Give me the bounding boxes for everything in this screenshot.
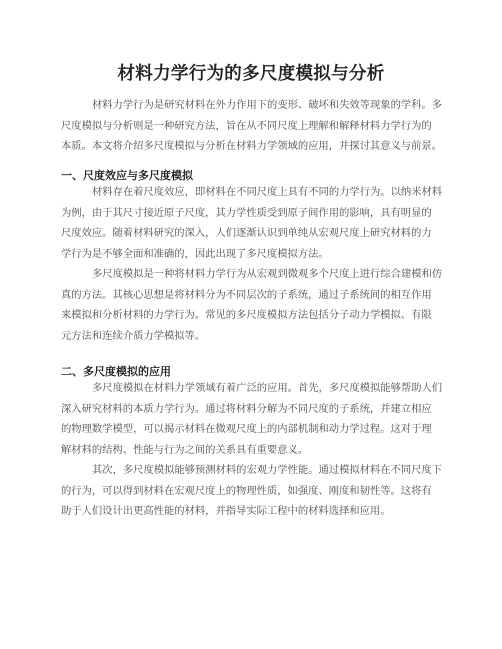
section-paragraph bbox=[61, 378, 446, 460]
text-line: 深入研究材料的本质力学行为。通过将材料分解为不同尺度的子系统，并建立相应 bbox=[61, 402, 432, 415]
section-paragraph bbox=[61, 460, 446, 522]
section-paragraph bbox=[61, 264, 446, 346]
text-line: 的行为，可以得到材料在宏观尺度上的物理性质，如强度、刚度和韧性等。这将有 bbox=[61, 484, 432, 497]
text-line: 的物理数学模型，可以揭示材料在微观尺度上的内部机制和动力学过程。这对于理 bbox=[61, 423, 432, 435]
section-heading: 一、尺度效应与多尺度模拟 bbox=[61, 169, 193, 182]
section-paragraph bbox=[61, 182, 446, 264]
document-title: 材料力学行为的多尺度模拟与分析 bbox=[117, 64, 385, 84]
text-line: 来模拟和分析材料的力学行为。常见的多尺度模拟方法包括分子动力学模拟、有限 bbox=[61, 309, 432, 321]
text-line: 多尺度模拟在材料力学领域有着广泛的应用。首先，多尺度模拟能够帮助人们 bbox=[92, 382, 443, 394]
text-line: 尺度模拟与分析则是一种研究方法，旨在从不同尺度上理解和解释材料力学行为的 bbox=[61, 119, 432, 132]
text-line: 多尺度模拟是一种将材料力学行为从宏观到微观多个尺度上进行综合建模和仿 bbox=[92, 268, 443, 280]
text-line: 为例，由于其尺寸接近原子尺度，其力学性质受到原子间作用的影响，具有明显的 bbox=[61, 206, 432, 219]
text-line: 本质。本文将介绍多尺度模拟与分析在材料力学领域的应用，并探讨其意义与前景。 bbox=[61, 140, 442, 152]
text-line: 材料力学行为是研究材料在外力作用下的变形、破坏和失效等现象的学科。多 bbox=[92, 99, 443, 111]
text-line: 解材料的结构、性能与行为之间的关系具有重要意义。 bbox=[61, 443, 309, 456]
text-line: 学行为是不够全面和准确的，因此出现了多尺度模拟方法。 bbox=[61, 247, 329, 260]
text-line: 材料存在着尺度效应，即材料在不同尺度上具有不同的力学行为。以纳米材料 bbox=[92, 186, 443, 198]
text-line: 其次，多尺度模拟能够预测材料的宏观力学性能。通过模拟材料在不同尺度下 bbox=[92, 464, 443, 476]
text-line: 元方法和连续介质力学模拟等。 bbox=[61, 329, 206, 342]
section-heading: 二、多尺度模拟的应用 bbox=[61, 365, 171, 378]
text-line: 助于人们设计出更高性能的材料，并指导实际工程中的材料选择和应用。 bbox=[61, 505, 391, 517]
intro-paragraph bbox=[61, 95, 446, 157]
text-line: 真的方法。其核心思想是将材料分为不同层次的子系统，通过子系统间的相互作用 bbox=[61, 288, 432, 301]
text-line: 尺度效应。随着材料研究的深入，人们逐渐认识到单纯从宏观尺度上研究材料的力 bbox=[61, 227, 432, 239]
